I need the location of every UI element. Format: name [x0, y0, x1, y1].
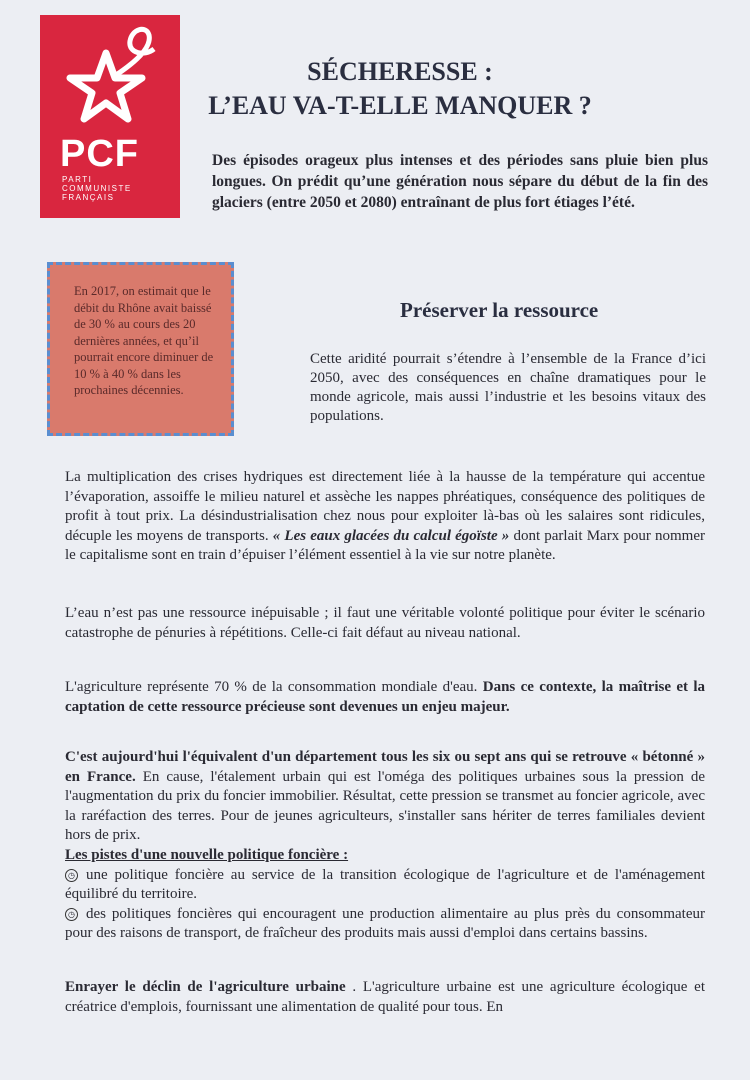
logo-subtitle-line: FRANÇAIS [62, 193, 115, 202]
text: En cause, l'étalement urbain qui est l'oméga des politiques urbaines sous la pression de l'augmentation du prix du foncier immobilier. Résultat, cette pression se transmet au foncier agricole, avec la raréfaction des terres. Pour de jeunes agriculteurs, s'installer sans hériter de terres familiales devient hors de prix. [65, 768, 705, 843]
text: L'agriculture représente 70 % de la consommation mondiale d'eau. [65, 679, 483, 695]
logo-letters: PCF [60, 133, 139, 175]
emphasis: Dans ce contexte, la maîtrise et la captation de cette ressource précieuse sont devenues un enjeu majeur. [65, 679, 706, 715]
pistes-section [65, 846, 705, 944]
emphasis: Enrayer le déclin de l'agriculture urbaine [65, 979, 346, 995]
title-line-1: SÉCHERESSE : [307, 57, 493, 86]
intro-text: Des épisodes orageux plus intenses et des périodes sans pluie bien plus longues. On prédit qu’une génération nous sépare du début de la fin des glaciers (entre 2050 et 2080) entraînant de plus fort étiages l’été. [212, 152, 708, 211]
logo-subtitle-line: PARTI [62, 175, 93, 184]
page-title [200, 55, 750, 123]
logo-subtitle [62, 175, 132, 202]
text: La multiplication des crises hydriques est directement liée à la hausse de la température qui accentue l’évaporation, assoiffe le milieu naturel et assèche les nappes phréatiques, conséquence des politiques de profit à tout prix. La désindustrialisation chez nous pour exploiter là-bas où les salaires sont ridicules, décuple les moyens de transports. [65, 469, 705, 544]
title-line-2: L’EAU VA-T-ELLE MANQUER ? [208, 91, 592, 120]
paragraph-agriculture [65, 678, 705, 717]
list-item-text: une politique foncière au service de la transition écologique de l'agriculture et de l'aménagement équilibré du territoire. [65, 866, 705, 902]
paragraph-crises [65, 468, 705, 566]
callout-text: En 2017, on estimait que le débit du Rhône avait baissé de 30 % au cours des 20 dernières années, et qu’il pourrait encore diminuer de 10 % à 40 % dans les prochaines décennies. [74, 284, 214, 397]
logo-subtitle-line: COMMUNISTE [62, 184, 132, 193]
clock-bullet-icon: ◷ [65, 869, 78, 882]
list-item [65, 866, 705, 905]
paragraph-ressource: L’eau n’est pas une ressource inépuisable ; il faut une véritable volonté politique pour éviter le scénario catastrophe de pénuries à répétitions. Celle-ci fait défaut au niveau national. [65, 605, 705, 641]
text: . L'agriculture urbaine est une agriculture écologique et créatrice d'emplois, fournissant une alimentation de qualité pour tous. En [65, 979, 705, 1015]
paragraph-agriculture-urbaine [65, 978, 705, 1017]
marx-quote: « Les eaux glacées du calcul égoïste » [272, 527, 510, 544]
callout-box [47, 262, 234, 436]
section-heading: Préserver la ressource [400, 298, 599, 322]
section-paragraph: Cette aridité pourrait s’étendre à l’ensemble de la France d’ici 2050, avec des conséquences en chaîne dramatiques pour le monde agricole, mais aussi l’industrie et les besoins vitaux des populations. [310, 351, 706, 424]
list-item-text: des politiques foncières qui encouragent une production alimentaire au plus près du consommateur pour des raisons de transport, de fraîcheur des produits mais aussi d'emploi dans certains bassins. [65, 905, 705, 941]
pistes-heading: Les pistes d'une nouvelle politique foncière : [65, 847, 349, 863]
emphasis: C'est aujourd'hui l'équivalent d'un département tous les six ou sept ans qui se retrouve « bétonné » en France. [65, 749, 705, 785]
text: dont parlait Marx pour nommer le capitalisme sont en train d’épuiser l’élément essentiel à la vie sur notre planète. [65, 527, 705, 563]
paragraph-beton [65, 748, 705, 846]
clock-bullet-icon: ◷ [65, 908, 78, 921]
list-item [65, 905, 705, 944]
